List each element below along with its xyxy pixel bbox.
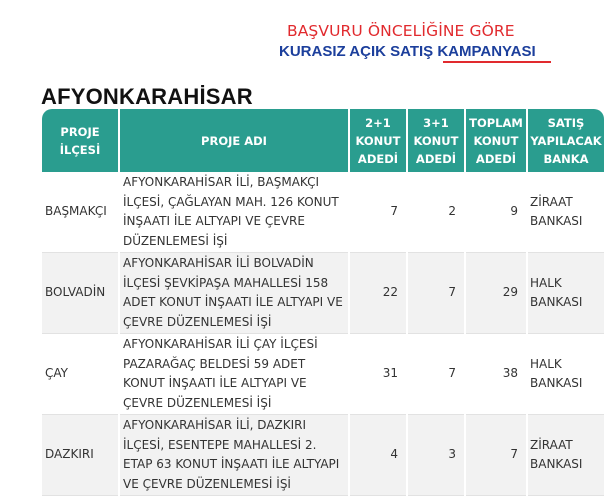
cell-3-1: 3 xyxy=(408,415,464,496)
cell-toplam: 38 xyxy=(466,334,526,415)
cell-ilce: DAZKIRI xyxy=(42,415,118,496)
cell-2-1: 31 xyxy=(350,334,406,415)
cell-proje-adi: AFYONKARAHİSAR İLİ, BAŞMAKÇI İLÇESİ, ÇAĞLAYAN MAH. 126 KONUT İNŞAATI İLE ALTYAPI VE ÇEVRE DÜZENLEMESİ İŞİ xyxy=(120,172,348,253)
cell-ilce: ÇAY xyxy=(42,334,118,415)
cell-2-1: 4 xyxy=(350,415,406,496)
cell-ilce: BAŞMAKÇI xyxy=(42,172,118,253)
cell-ilce: BOLVADİN xyxy=(42,253,118,334)
cell-banka: HALK BANKASI xyxy=(528,253,604,334)
cell-2-1: 7 xyxy=(350,172,406,253)
col-header-3-1: 3+1 KONUT ADEDİ xyxy=(408,109,464,172)
campaign-title-underline xyxy=(443,61,551,63)
cell-2-1: 22 xyxy=(350,253,406,334)
cell-3-1: 7 xyxy=(408,334,464,415)
cell-toplam: 29 xyxy=(466,253,526,334)
col-header-banka: SATIŞ YAPILACAK BANKA xyxy=(528,109,604,172)
table-row xyxy=(42,172,604,253)
cell-3-1: 7 xyxy=(408,253,464,334)
table-row xyxy=(42,253,604,334)
cell-toplam: 9 xyxy=(466,172,526,253)
cell-banka: ZİRAAT BANKASI xyxy=(528,415,604,496)
cell-proje-adi: AFYONKARAHİSAR İLİ ÇAY İLÇESİ PAZARAĞAÇ BELDESİ 59 ADET KONUT İNŞAATI İLE ALTYAPI VE ÇEVRE DÜZENLEMESİ İŞİ xyxy=(120,334,348,415)
col-header-toplam: TOPLAM KONUT ADEDİ xyxy=(466,109,526,172)
projects-table xyxy=(40,109,604,496)
table-header-row xyxy=(42,109,604,172)
region-title: AFYONKARAHİSAR xyxy=(41,84,253,109)
cell-banka: HALK BANKASI xyxy=(528,334,604,415)
cell-proje-adi: AFYONKARAHİSAR İLİ, DAZKIRI İLÇESİ, ESENTEPE MAHALLESİ 2. ETAP 63 KONUT İNŞAATI İLE ALTYAPI VE ÇEVRE DÜZENLEMESİ İŞİ xyxy=(120,415,348,496)
col-header-2-1: 2+1 KONUT ADEDİ xyxy=(350,109,406,172)
cell-toplam: 7 xyxy=(466,415,526,496)
cell-3-1: 2 xyxy=(408,172,464,253)
table-row xyxy=(42,334,604,415)
col-header-ilce: PROJE İLÇESİ xyxy=(42,109,118,172)
cell-proje-adi: AFYONKARAHİSAR İLİ BOLVADİN İLÇESİ ŞEVKİPAŞA MAHALLESİ 158 ADET KONUT İNŞAATI İLE ALTYAPI VE ÇEVRE DÜZENLEMESİ İŞİ xyxy=(120,253,348,334)
campaign-title-line2: KURASIZ AÇIK SATIŞ KAMPANYASI xyxy=(279,43,536,60)
campaign-title-line1: BAŞVURU ÖNCELİĞİNE GÖRE xyxy=(287,22,515,40)
table-row xyxy=(42,415,604,496)
cell-banka: ZİRAAT BANKASI xyxy=(528,172,604,253)
col-header-proje-adi: PROJE ADI xyxy=(120,109,348,172)
